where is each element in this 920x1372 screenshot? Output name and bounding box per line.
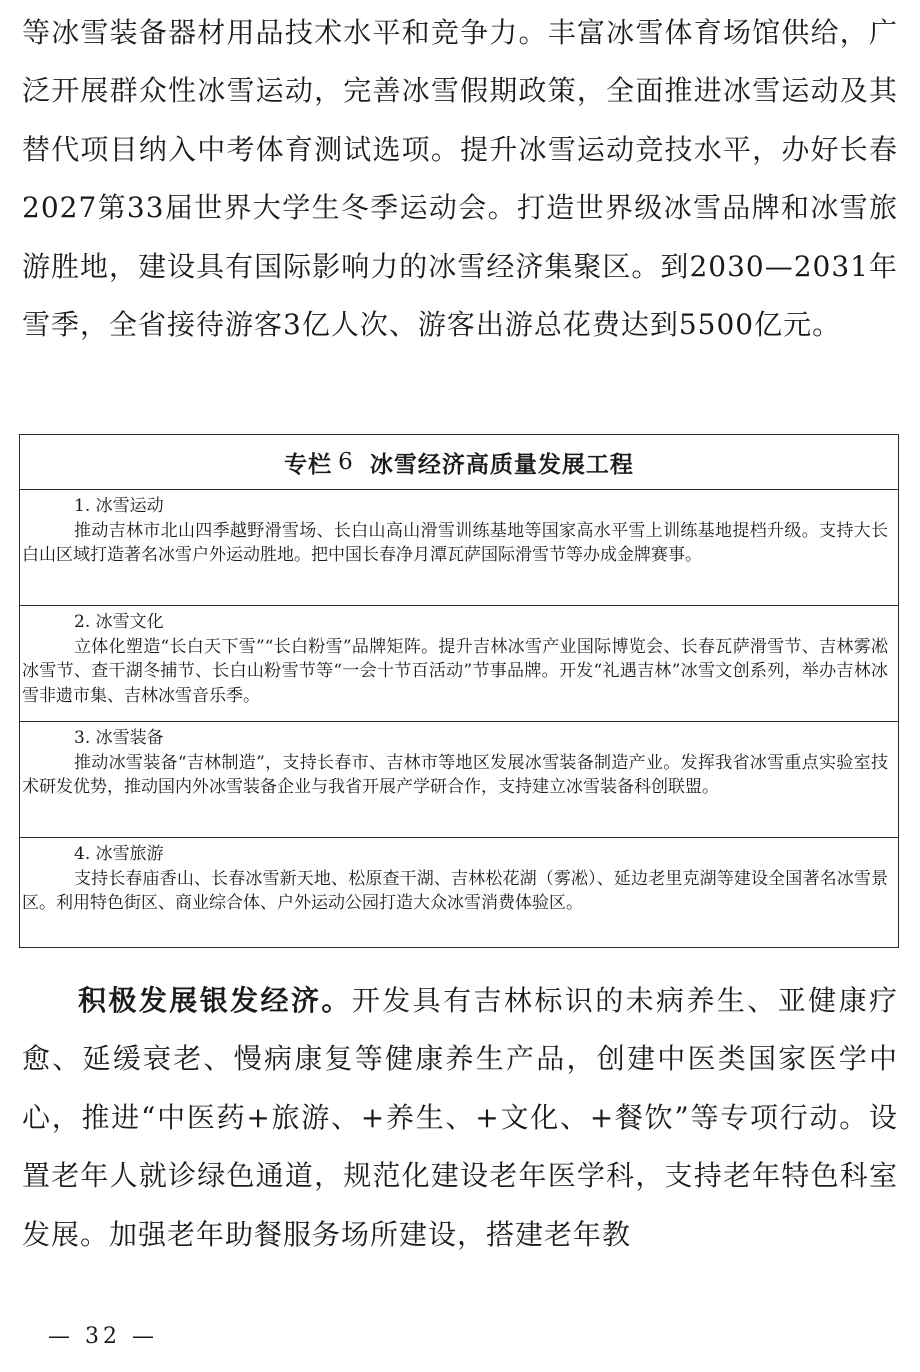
paragraph-lead-heading: 积极发展银发经济。 [78, 984, 352, 1017]
column-item-ice-snow-tourism [20, 838, 898, 948]
column-item-heading: 3. 冰雪装备 [74, 728, 164, 748]
column-box-title-text: 冰雪经济高质量发展工程 [369, 451, 634, 478]
column-item-body: 支持长春庙香山、长春冰雪新天地、松原查干湖、吉林松花湖（雾凇）、延边老里克湖等建设全国著名冰雪景区。利用特色街区、商业综合体、户外运动公园打造大众冰雪消费体验区。 [22, 868, 888, 913]
column-box-title [20, 435, 898, 490]
column-box-6 [19, 434, 899, 948]
column-item-heading: 2. 冰雪文化 [74, 612, 164, 632]
column-item-ice-snow-equipment [20, 722, 898, 838]
column-item-heading: 4. 冰雪旅游 [74, 844, 164, 864]
paragraph-text: 开发具有吉林标识的未病养生、亚健康疗愈、延缓衰老、慢病康复等健康养生产品，创建中医类国家医学中心，推进“中医药+旅游、+养生、+文化、+餐饮”等专项行动。设置老年人就诊绿色通道，规范化建设老年医学科，支持老年特色科室发展。加强老年助餐服务场所建设，搭建老年教 [22, 984, 898, 1251]
body-paragraph-bottom [22, 972, 898, 1264]
column-item-body: 立体化塑造“长白天下雪”“长白粉雪”品牌矩阵。提升吉林冰雪产业国际博览会、长春瓦萨滑雪节、吉林雾凇冰雪节、查干湖冬捕节、长白山粉雪节等“一会十节百活动”节事品牌。开发“礼遇吉林”冰雪文创系列，举办吉林冰雪非遗市集、吉林冰雪音乐季。 [22, 636, 888, 706]
column-item-ice-snow-culture [20, 606, 898, 722]
column-item-heading: 1. 冰雪运动 [74, 496, 164, 516]
column-item-ice-snow-sports [20, 490, 898, 606]
column-box-title-number: 6 [338, 449, 354, 475]
column-item-body: 推动吉林市北山四季越野滑雪场、长白山高山滑雪训练基地等国家高水平雪上训练基地提档升级。支持大长白山区域打造著名冰雪户外运动胜地。把中国长春净月潭瓦萨国际滑雪节等办成金牌赛事。 [22, 520, 888, 565]
page-number: — 32 — [48, 1324, 158, 1349]
column-box-title-prefix: 专栏 [284, 451, 333, 478]
column-item-body: 推动冰雪装备“吉林制造”，支持长春市、吉林市等地区发展冰雪装备制造产业。发挥我省冰雪重点实验室技术研发优势，推动国内外冰雪装备企业与我省开展产学研合作，支持建立冰雪装备科创联盟。 [22, 752, 888, 797]
body-paragraph-top: 等冰雪装备器材用品技术水平和竞争力。丰富冰雪体育场馆供给，广泛开展群众性冰雪运动，完善冰雪假期政策，全面推进冰雪运动及其替代项目纳入中考体育测试选项。提升冰雪运动竞技水平，办好长春2027第33届世界大学生冬季运动会。打造世界级冰雪品牌和冰雪旅游胜地，建设具有国际影响力的冰雪经济集聚区。到2030—2031年雪季，全省接待游客3亿人次、游客出游总花费达到5500亿元。 [22, 16, 898, 342]
